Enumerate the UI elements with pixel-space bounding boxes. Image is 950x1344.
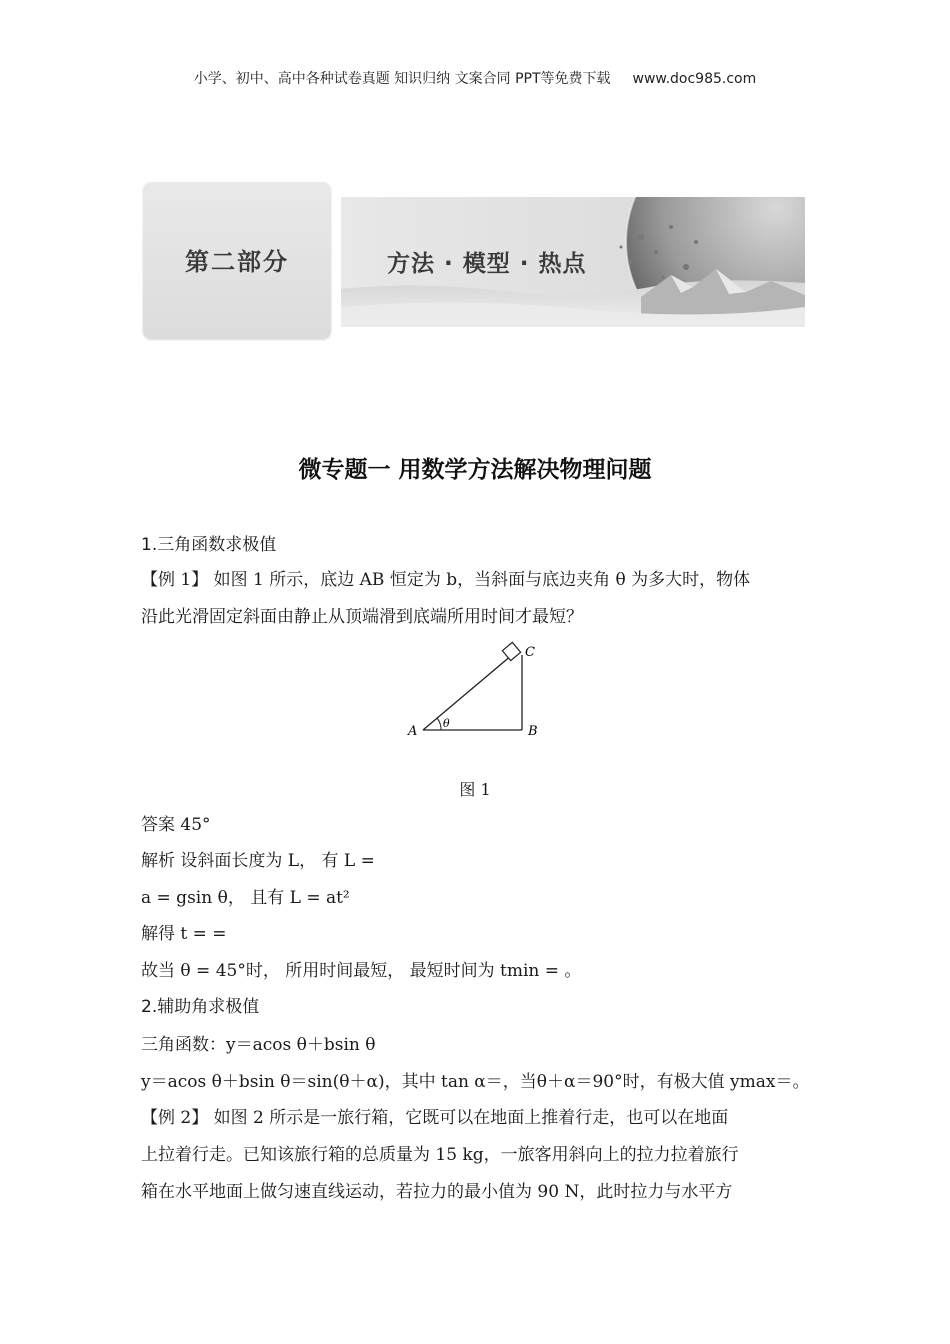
section-title: 微专题一 用数学方法解决物理问题 [298, 457, 652, 483]
topic-banner [341, 197, 805, 327]
label-c: C [525, 645, 535, 660]
heading-trig-extremum: 1.三角函数求极值 [141, 535, 277, 555]
example2-line2: 上拉着行走。已知该旅行箱的总质量为 15 kg，一旅客用斜向上的拉力拉着旅行 [141, 1145, 739, 1165]
trig-function-line: 三角函数：y＝acos θ＋bsin θ [141, 1035, 376, 1055]
part-banner [143, 182, 331, 339]
example1-line2: 沿此光滑固定斜面由静止从顶端滑到底端所用时间才最短？ [141, 607, 583, 627]
heading-auxiliary-angle: 2.辅助角求极值 [141, 997, 260, 1017]
label-a: A [408, 724, 418, 739]
topic-label: 方法 · 模型 · 热点 [387, 251, 587, 277]
answer-line: 答案 45° [141, 815, 211, 835]
angle-arc [437, 718, 441, 730]
example2-line3: 箱在水平地面上做匀速直线运动，若拉力的最小值为 90 N，此时拉力与水平方 [141, 1182, 733, 1202]
example1-line1: 【例 1】 如图 1 所示，底边 AB 恒定为 b，当斜面与底边夹角 θ 为多大时，物体 [141, 570, 751, 590]
page-header [0, 68, 950, 88]
analysis-line4: 故当 θ = 45°时， 所用时间最短， 最短时间为 tmin = 。 [141, 961, 582, 981]
label-b: B [528, 724, 538, 739]
header-text: 小学、初中、高中各种试卷真题 知识归纳 文案合同 PPT等免费下载 [193, 71, 611, 87]
auxiliary-angle-formula: y＝acos θ＋bsin θ＝sin(θ＋α)，其中 tan α＝，当θ＋α＝90°时，有极大值 ymax＝。 [141, 1072, 810, 1092]
slope-line-ac [423, 655, 512, 730]
incline-figure [405, 640, 555, 745]
analysis-line1: 解析 设斜面长度为 L， 有 L = [141, 851, 375, 871]
sliding-block [502, 642, 520, 660]
example2-line1: 【例 2】 如图 2 所示是一旅行箱，它既可以在地面上推着行走，也可以在地面 [141, 1108, 729, 1128]
part-label: 第二部分 [185, 248, 289, 276]
analysis-line3: 解得 t = = [141, 924, 227, 944]
label-theta: θ [443, 717, 450, 730]
analysis-line2: a = gsin θ， 且有 L = at² [141, 888, 350, 908]
figure1-caption: 图 1 [459, 780, 491, 799]
header-site: www.doc985.com [632, 71, 757, 87]
